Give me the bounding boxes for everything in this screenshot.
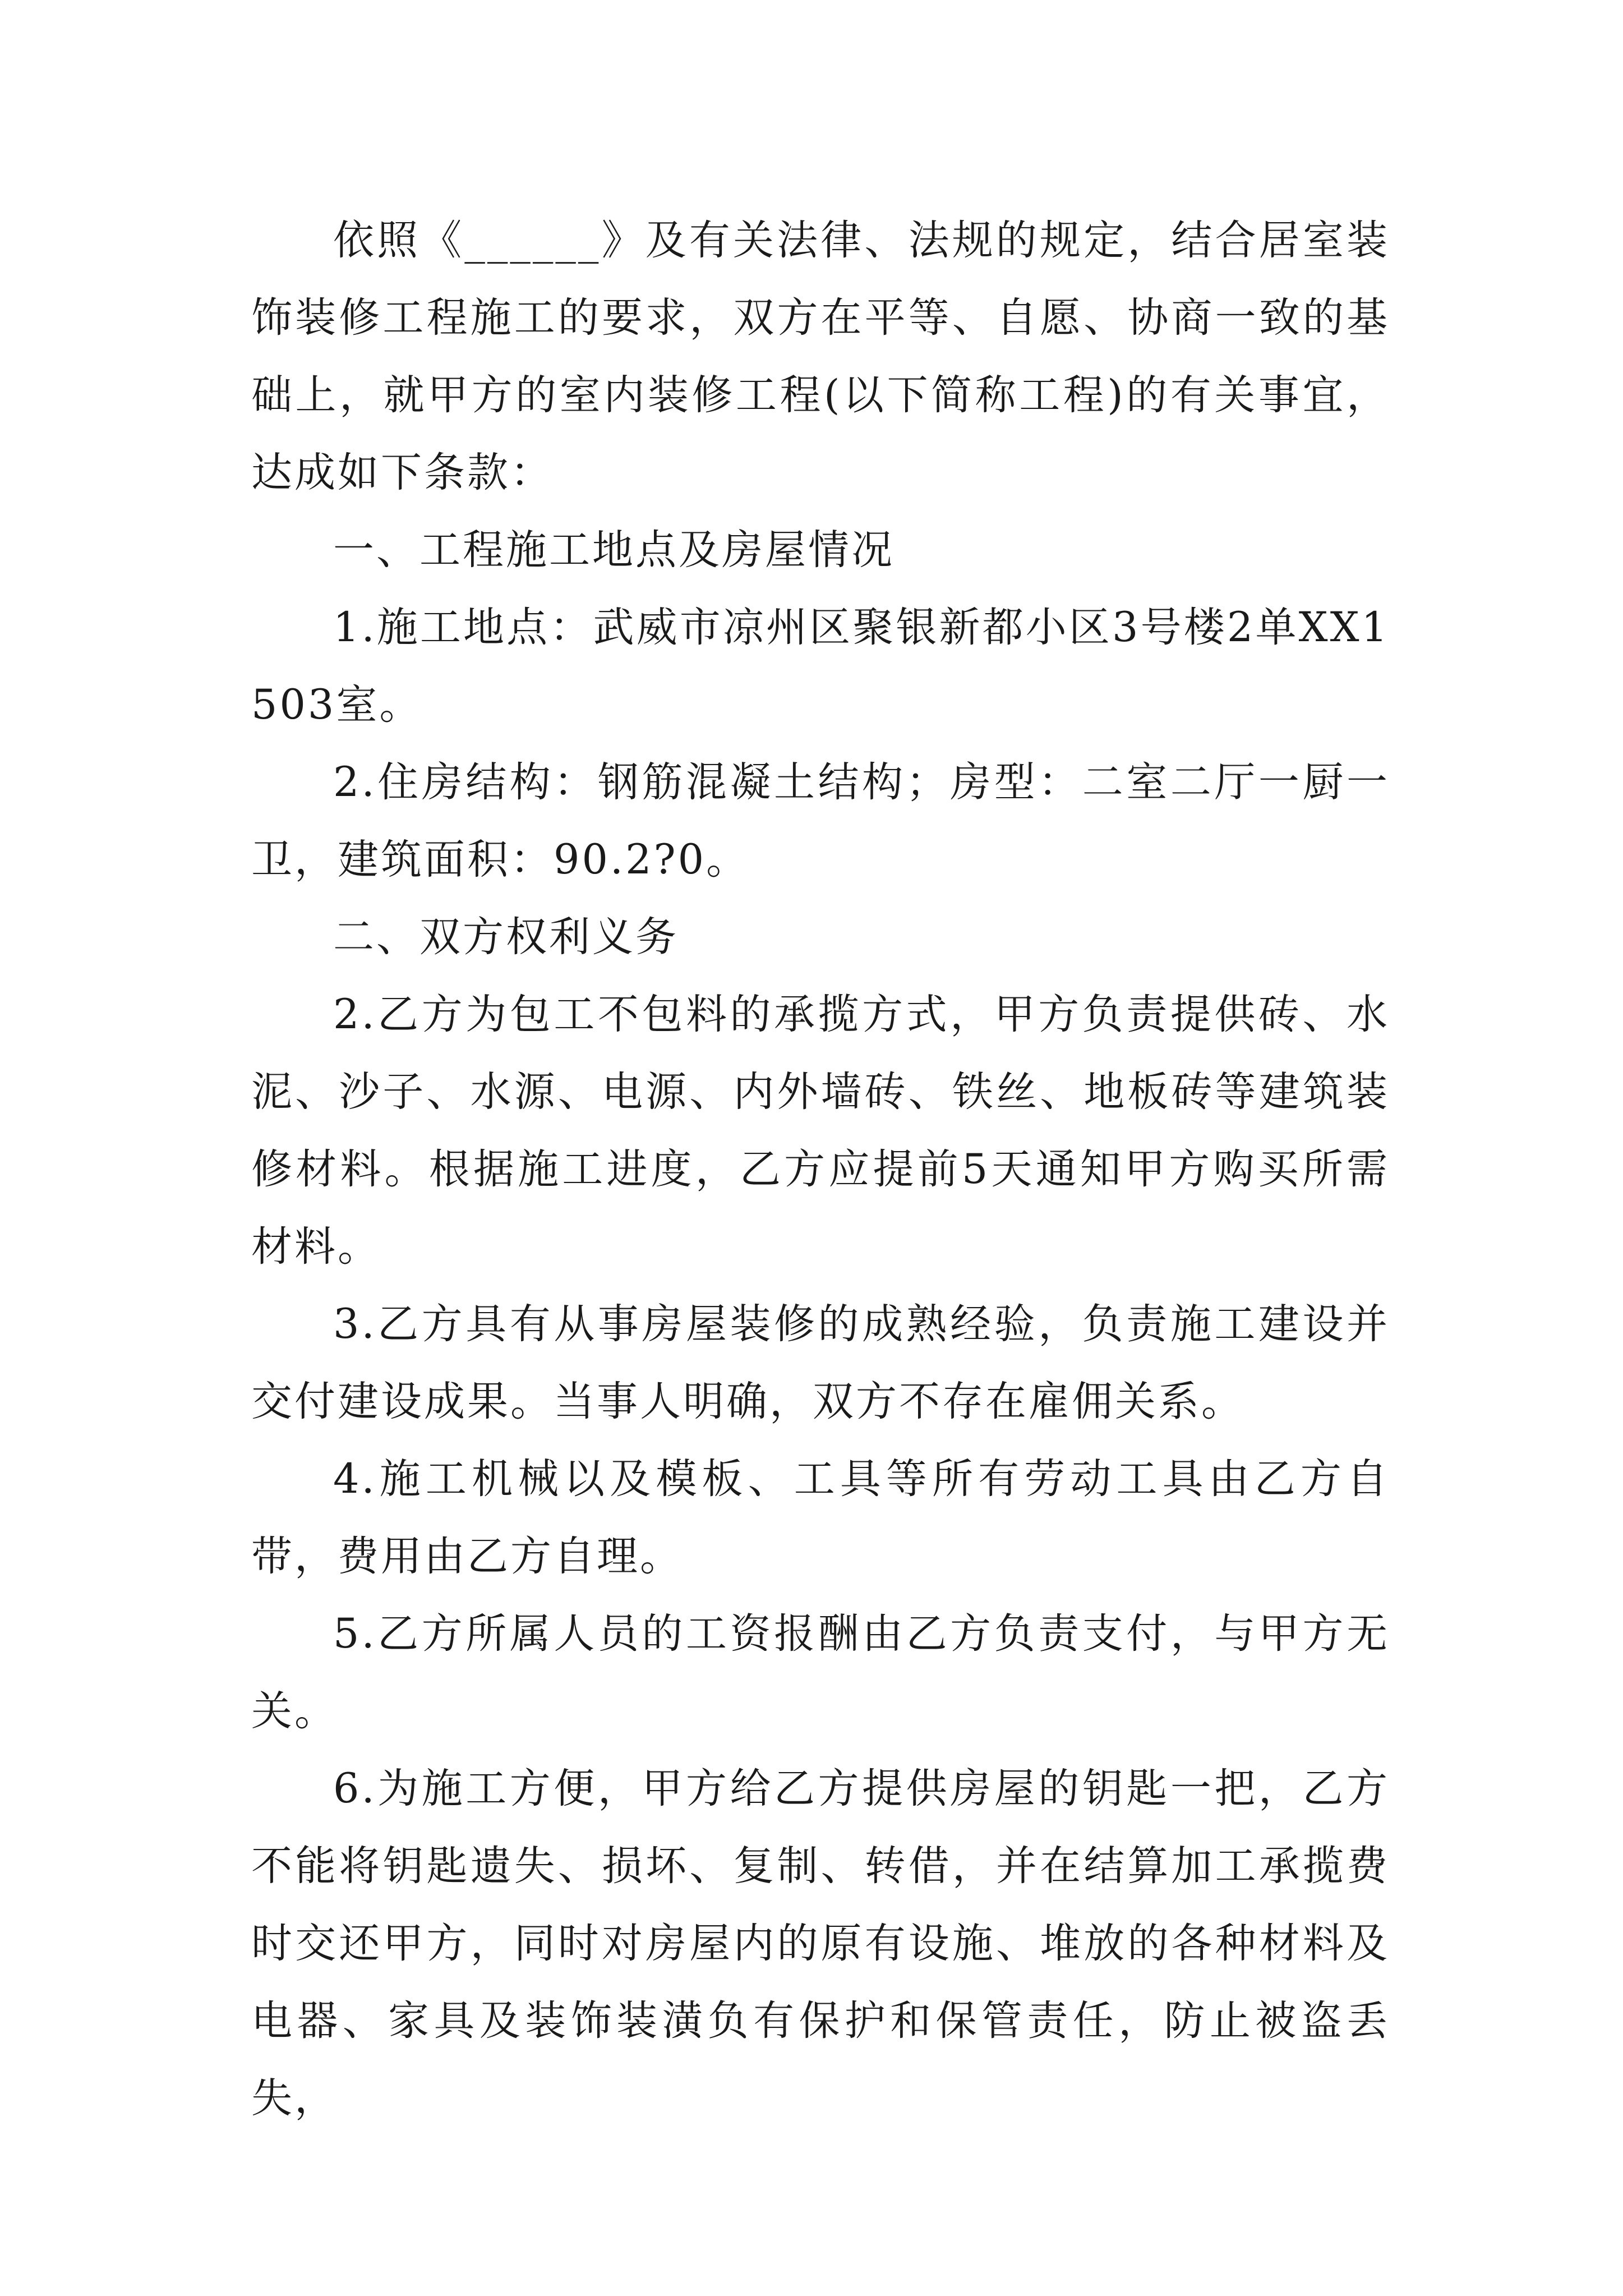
section-heading-2: 二、双方权利义务 xyxy=(333,913,679,961)
intro-paragraph: 依照《______》及有关法律、法规的规定，结合居室装饰装修工程施工的要求，双方在平等、自愿、协商一致的基础上，就甲方的室内装修工程(以下简称工程)的有关事宜，达成如下条款： xyxy=(251,217,1390,496)
clause-paragraph: 4.施工机械以及模板、工具等所有劳动工具由乙方自带，费用由乙方自理。 xyxy=(251,1455,1390,1580)
clause-paragraph: 3.乙方具有从事房屋装修的成熟经验，负责施工建设并交付建设成果。当事人明确，双方不存在雇佣关系。 xyxy=(251,1300,1390,1425)
section-heading-1: 一、工程施工地点及房屋情况 xyxy=(333,526,895,574)
clause-paragraph: 6.为施工方便，甲方给乙方提供房屋的钥匙一把，乙方不能将钥匙遗失、损坏、复制、转借，并在结算加工承揽费时交还甲方，同时对房屋内的原有设施、堆放的各种材料及电器、家具及装饰装潢负有保护和保管责任，防止被盗丢失， xyxy=(251,1765,1390,2122)
clause-paragraph: 5.乙方所属人员的工资报酬由乙方负责支付，与甲方无关。 xyxy=(251,1610,1390,1735)
clause-paragraph: 2.住房结构：钢筋混凝土结构；房型：二室二厅一厨一卫，建筑面积：90.2?0。 xyxy=(251,758,1390,884)
document-body xyxy=(251,202,1390,2137)
clause-paragraph: 2.乙方为包工不包料的承揽方式，甲方负责提供砖、水泥、沙子、水源、电源、内外墙砖、铁丝、地板砖等建筑装修材料。根据施工进度，乙方应提前5天通知甲方购买所需材料。 xyxy=(251,991,1390,1271)
clause-paragraph: 1.施工地点：武威市凉州区聚银新都小区3号楼2单XX1503室。 xyxy=(251,604,1390,729)
